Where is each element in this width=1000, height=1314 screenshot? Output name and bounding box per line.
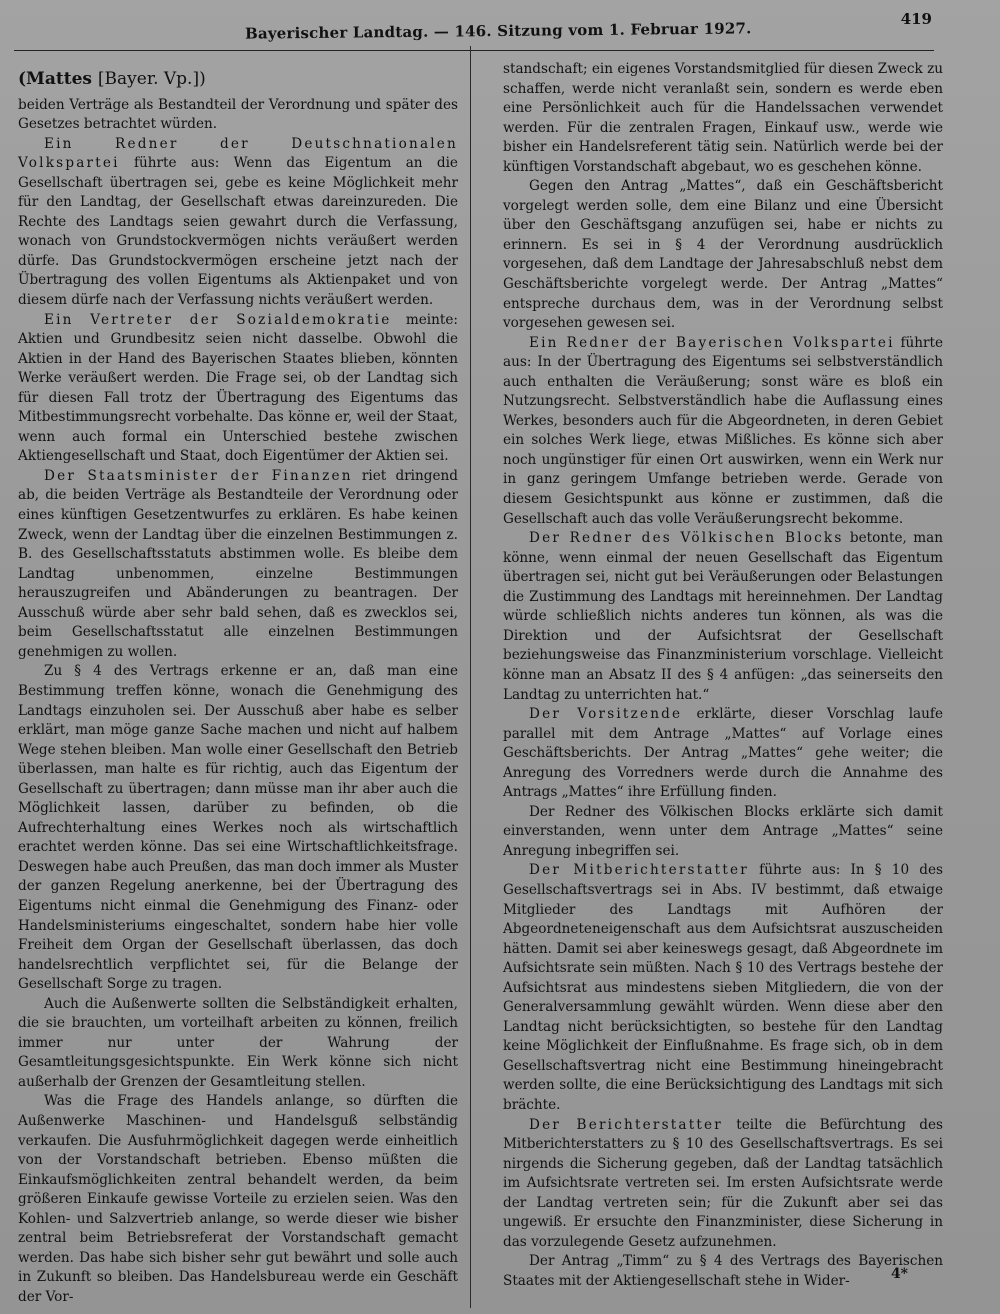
paragraph-text: führte aus: In der Übertragung des Eigentums sei selbstverständlich auch enthalten die Veräußerung; sonst wäre es bloß ein Nutzungsrecht. Selbstverständlich habe die Auflassung eines Werkes, besonders auch für die Abgeordneten, in deren Gebiet ein solches Werk liege, etwas Mißliches. Es könne sich aber noch ungünstiger für einen Ort auswirken, wenn ein Werk nur in ganz geringem Umfange betrieben werde. Gerade von diesem Gesichtspunkt aus könne er zustimmen, daß die Gesellschaft auch das volle Veräußerungsrecht bekomme. <box>503 334 944 527</box>
running-title: Bayerischer Landtag. — 146. Sitzung vom 1. Februar 1927. <box>244 19 752 43</box>
paragraph <box>503 705 943 803</box>
paragraph: beiden Verträge als Bestandteil der Verordnung und später des Gesetzes betrachtet würden. <box>18 96 458 133</box>
speaker-heading: (Mattes [Bayer. Vp.]) <box>18 69 206 89</box>
paragraph-text: meinte: Aktien und Grundbesitz seien nicht dasselbe. Obwohl die Aktien in der Hand des Bayerischen Staates blieben, könnten Werke veräußert werden. Die Frage sei, ob der Landtag sich für diesen Fall trotz der Übertragung des Eigentums das Mitbestimmungsrecht vorbehalte. Das könne er, weil der Staat, wenn auch formal ein Unterschied bestehe zwischen Aktiengesellschaft und Staat, doch Eigentümer der Aktien sei. <box>18 311 458 465</box>
paragraph-text: führte aus: In § 10 des Gesellschaftsvertrags sei in Abs. IV bestimmt, daß etwaige Mitglieder des Landtags mit Aufhören der Abgeordneteneigenschaft aus dem Aufsichtsrat auszuscheiden hätten. Damit sei aber keineswegs gesagt, daß Abgeordnete im Aufsichtsrate sein müßten. Nach § 10 des Vertrags bestehe der Aufsichtsrat aus mindestens sieben Mitgliedern, die von der Generalversammlung gewählt würden. Wenn diese aber den Landtag nicht berücksichtigten, so bestehe für den Landtag keine Möglichkeit der Einflußnahme. Es frage sich, ob in dem Gesellschaftsvertrag nicht eine Bestimmung hineingebracht werden sollte, die eine Berücksichtigung des Landtags mit sich brächte. <box>503 862 944 1113</box>
paragraph-text: führte aus: Wenn das Eigentum an die Gesellschaft übertragen sei, gebe es keine Möglichkeit mehr für den Landtag, der Gesellschaft etwas dareinzureden. Die Rechte des Landtags seien gewahrt durch die Verfassung, wonach von Grundstockvermögen nichts veräußert werden dürfe. Das Grundstockvermögen erscheine jetzt nach der Übertragung des vollen Eigentums als Aktienpaket und von diesem dürfe nach der Verfassung nichts veräußert werden. <box>18 155 458 309</box>
paragraph: Gegen den Antrag „Mattes“, daß ein Geschäftsbericht vorgelegt werden solle, dem eine Bilanz und eine Übersicht über den Geschäftsgang anzufügen sei, habe er nichts zu erinnern. Es sei in § 4 der Verordnung ausdrücklich vorgesehen, daß dem Landtage der Jahresabschluß nebst dem Geschäftsberichte vorgelegt werde. Der Antrag „Mattes“ entspreche durchaus dem, was in der Verordnung selbst vorgesehen gewesen sei. <box>503 178 943 332</box>
paragraph <box>18 135 458 311</box>
speaker-reference: Der Staatsminister der Finanzen <box>44 467 353 484</box>
paragraph: Der Antrag „Timm“ zu § 4 des Vertrags des Bayerischen Staates mit der Aktiengesellschaft stehe in Wider- <box>503 1253 943 1289</box>
speaker-reference: Der Redner des Völkischen Blocks <box>529 530 844 547</box>
paragraph <box>18 467 458 662</box>
speaker-reference: Der Berichterstatter <box>529 1116 723 1133</box>
speaker-reference: Ein Redner der Bayerischen Volkspartei <box>529 334 895 351</box>
paragraph <box>503 334 943 529</box>
speaker-reference: Der Mitberichterstatter <box>529 862 749 879</box>
paragraph: Was die Frage des Handels anlange, so dürften die Außenwerke Maschinen- und Handelsguß selbständig verkaufen. Die Ausfuhrmöglichkeit dagegen werde einheitlich von der Vorstandschaft betrieben. Ebenso müßten die Einkaufsmöglichkeiten zentral behandelt werden, da beim größeren Einkaufe gewisse Vorteile zu erzielen seien. Was den Kohlen- und Salzvertrieb anlange, so werde dieser wie bisher zentral beim Betriebsreferat der Vorstandschaft gemacht werden. Das habe sich bisher sehr gut bewährt und solle auch in Zukunft so bleiben. Das Handelsbureau werde ein Geschäft der Vor- <box>18 1093 458 1305</box>
speaker-reference: Ein Vertreter der Sozialdemokratie <box>44 311 392 328</box>
speaker-reference: Der Vorsitzende <box>529 706 683 723</box>
page-number: 419 <box>900 10 932 28</box>
paragraph-text: betonte, man könne, wenn einmal der neuen Gesellschaft das Eigentum übertragen sei, nicht gut bei Veräußerungen oder Belastungen die Zustimmung des Landtags mit hereinnehmen. Der Landtag würde schließlich nichts anderes tun können, als was die Direktion und der Aufsichtsrat der Gesellschaft beziehungsweise das Finanzministerium vorschlage. Vielleicht könne man an Absatz II des § 4 anfügen: „das seinerseits den Landtag zu unterrichten hat.“ <box>503 530 943 703</box>
right-column <box>503 60 944 1289</box>
signature-mark: 4* <box>890 1266 908 1282</box>
paragraph <box>18 311 458 467</box>
paragraph-text: erklärte, dieser Vorschlag laufe parallel mit dem Antrage „Mattes“ auf Vorlage eines Geschäftsberichts. Der Antrag „Mattes“ gehe weiter; die Anregung des Vorredners werde durch die Annahme des Antrags „Mattes“ ihre Erfüllung finden. <box>503 706 943 801</box>
paragraph: Der Redner des Völkischen Blocks erklärte sich damit einverstanden, wenn unter dem Antrage „Mattes“ seine Anregung inbegriffen sei. <box>503 803 943 859</box>
paragraph-text: riet dringend ab, die beiden Verträge als Bestandteile der Verordnung oder eines künftigen Gesetzentwurfes zu erklären. Es habe keinen Zweck, wenn der Landtag über die einzelnen Bestimmungen z. B. des Gesellschaftsstatuts abstimmen wolle. Es bleibe dem Landtag unbenommen, einzelne Bestimmungen herauszugreifen und Abänderungen zu beantragen. Der Ausschuß würde aber sehr bald sehen, daß es zwecklos sei, beim Gesellschaftsstatut alle einzelnen Bestimmungen genehmigen zu wollen. <box>18 467 458 660</box>
column-divider <box>470 46 471 1308</box>
left-column <box>18 60 459 1305</box>
paragraph <box>503 1116 943 1253</box>
speaker-name: Mattes <box>26 69 92 89</box>
paragraph: Auch die Außenwerte sollten die Selbständigkeit erhalten, die sie brauchten, um vorteilhaft arbeiten zu können, freilich immer nur unter der Wahrung der Gesamtleitungsgesichtspunkte. Ein Werk könne sich nicht außerhalb der Grenzen der Gesamtleitung stellen. <box>18 995 458 1090</box>
page-header <box>0 10 1000 44</box>
paragraph: standschaft; ein eigenes Vorstandsmitglied für diesen Zweck zu schaffen, werde nicht veranlaßt sein, sondern es werde eben eine Persönlichkeit auch für die Handelssachen verwendet werden. Für die zentralen Fragen, Einkauf usw., werde wie bisher ein Handelsreferent tätig sein. Natürlich werde bei der künftigen Vorstandschaft abgebaut, wo es geschehen könne. <box>503 61 943 175</box>
speaker-party: [Bayer. Vp.]) <box>97 69 206 89</box>
header-rule <box>14 50 934 51</box>
speaker-reference: Ein Redner der Deutschnationalen Volkspartei <box>18 135 458 172</box>
paragraph <box>503 529 943 705</box>
paragraph <box>503 861 943 1115</box>
paragraph: Zu § 4 des Vertrags erkenne er an, daß man eine Bestimmung treffen könne, wonach die Genehmigung des Landtags einzuholen sei. Der Ausschuß aber habe es selber erklärt, man möge ganze Sache machen und nicht auf halbem Wege stehen bleiben. Man wolle einer Gesellschaft den Betrieb überlassen, man halte es für richtig, auch das Eigentum der Gesellschaft zu übertragen; dann müsse man ihr aber auch die Möglichkeit lassen, darüber zu befinden, ob die Aufrechterhaltung eines Werkes noch als wirtschaftlich erachtet werden könne. Das sei eine Wirtschaftlichkeitsfrage. Deswegen habe auch Preußen, das man doch immer als Muster der ganzen Regelung anerkenne, bei der Übertragung des Eigentums nicht einmal die Genehmigung des Finanz- oder Handelsministeriums eingeschaltet, sondern habe hier volle Freiheit dem Organ der Gesellschaft überlassen, das doch handelsrechtlich verpflichtet sei, für die Belange der Gesellschaft Sorge zu tragen. <box>18 663 459 993</box>
paragraph-text: teilte die Befürchtung des Mitberichterstatters zu § 10 des Gesellschaftsvertrags. Es sei nirgends die Sicherung gegeben, daß der Landtag tatsächlich im Aufsichtsrate vertreten sei. Im ersten Aufsichtsrate werde der Landtag vertreten sein; für die Zukunft aber sei das ungewiß. Er ersuchte den Finanzminister, diese Sicherung in das vorzulegende Gesetz aufzunehmen. <box>503 1116 944 1250</box>
